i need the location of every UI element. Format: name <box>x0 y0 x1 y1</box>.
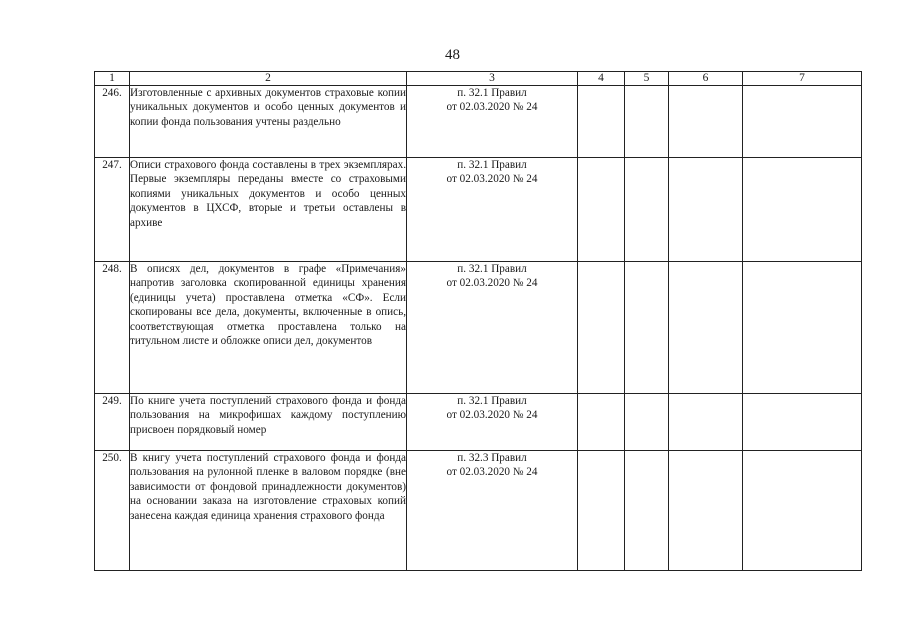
empty-cell <box>743 158 862 262</box>
empty-cell <box>743 451 862 571</box>
empty-cell <box>625 394 669 451</box>
empty-cell <box>669 394 743 451</box>
row-number: 248. <box>95 262 130 394</box>
table-row <box>95 158 862 262</box>
reference-act: от 02.03.2020 № 24 <box>446 101 538 114</box>
empty-cell <box>625 262 669 394</box>
table-row <box>95 451 862 571</box>
row-number: 249. <box>95 394 130 451</box>
legal-reference <box>407 451 578 571</box>
column-header-7: 7 <box>743 72 862 86</box>
column-header-1: 1 <box>95 72 130 86</box>
column-header-3: 3 <box>407 72 578 86</box>
row-number: 250. <box>95 451 130 571</box>
empty-cell <box>743 86 862 158</box>
reference-clause: п. 32.1 Правил <box>457 159 527 171</box>
page-number: 48 <box>445 47 460 63</box>
requirement-text: В книгу учета поступлений страхового фонда и фонда пользования на рулонной пленке в валовом порядке (вне зависимости от фондовой принадлежности документов) на основании заказа на изготовление страховых копий занесена каждая единица хранения страхового фонда <box>130 451 407 571</box>
legal-reference <box>407 86 578 158</box>
requirement-text: В описях дел, документов в графе «Примечания» напротив заголовка скопированной единицы хранения (единицы учета) проставлена отметка «СФ». Если скопированы все дела, документы, включенные в опись, соответствующая отметка проставлена только на титульном листе и обложке описи дел, документов <box>130 262 407 394</box>
reference-clause: п. 32.3 Правил <box>457 452 527 464</box>
row-number: 247. <box>95 158 130 262</box>
reference-clause: п. 32.1 Правил <box>457 263 527 275</box>
column-header-5: 5 <box>625 72 669 86</box>
requirement-text: Описи страхового фонда составлены в трех экземплярах. Первые экземпляры переданы вместе со страховыми копиями уникальных документов и особо ценных документов в ЦХСФ, вторые и третьи оставлены в архиве <box>130 158 407 262</box>
table-header-row <box>95 72 862 86</box>
checklist-table <box>94 71 862 571</box>
reference-act: от 02.03.2020 № 24 <box>446 173 538 186</box>
empty-cell <box>743 262 862 394</box>
reference-clause: п. 32.1 Правил <box>457 87 527 99</box>
column-header-6: 6 <box>669 72 743 86</box>
column-header-4: 4 <box>578 72 625 86</box>
empty-cell <box>669 262 743 394</box>
empty-cell <box>578 158 625 262</box>
reference-clause: п. 32.1 Правил <box>457 395 527 407</box>
row-number: 246. <box>95 86 130 158</box>
empty-cell <box>625 158 669 262</box>
empty-cell <box>578 262 625 394</box>
requirement-text: По книге учета поступлений страхового фонда и фонда пользования на микрофишах каждому поступлению присвоен порядковый номер <box>130 394 407 451</box>
empty-cell <box>578 451 625 571</box>
empty-cell <box>743 394 862 451</box>
table-row <box>95 394 862 451</box>
requirement-text: Изготовленные с архивных документов страховые копии уникальных документов и особо ценных документов и копии фонда пользования учтены раздельно <box>130 86 407 158</box>
table-row <box>95 262 862 394</box>
reference-act: от 02.03.2020 № 24 <box>446 409 538 422</box>
empty-cell <box>578 394 625 451</box>
empty-cell <box>578 86 625 158</box>
column-header-2: 2 <box>130 72 407 86</box>
reference-act: от 02.03.2020 № 24 <box>446 277 538 290</box>
empty-cell <box>625 451 669 571</box>
empty-cell <box>669 86 743 158</box>
legal-reference <box>407 262 578 394</box>
empty-cell <box>669 158 743 262</box>
legal-reference <box>407 158 578 262</box>
legal-reference <box>407 394 578 451</box>
empty-cell <box>669 451 743 571</box>
empty-cell <box>625 86 669 158</box>
reference-act: от 02.03.2020 № 24 <box>446 466 538 479</box>
table-row <box>95 86 862 158</box>
